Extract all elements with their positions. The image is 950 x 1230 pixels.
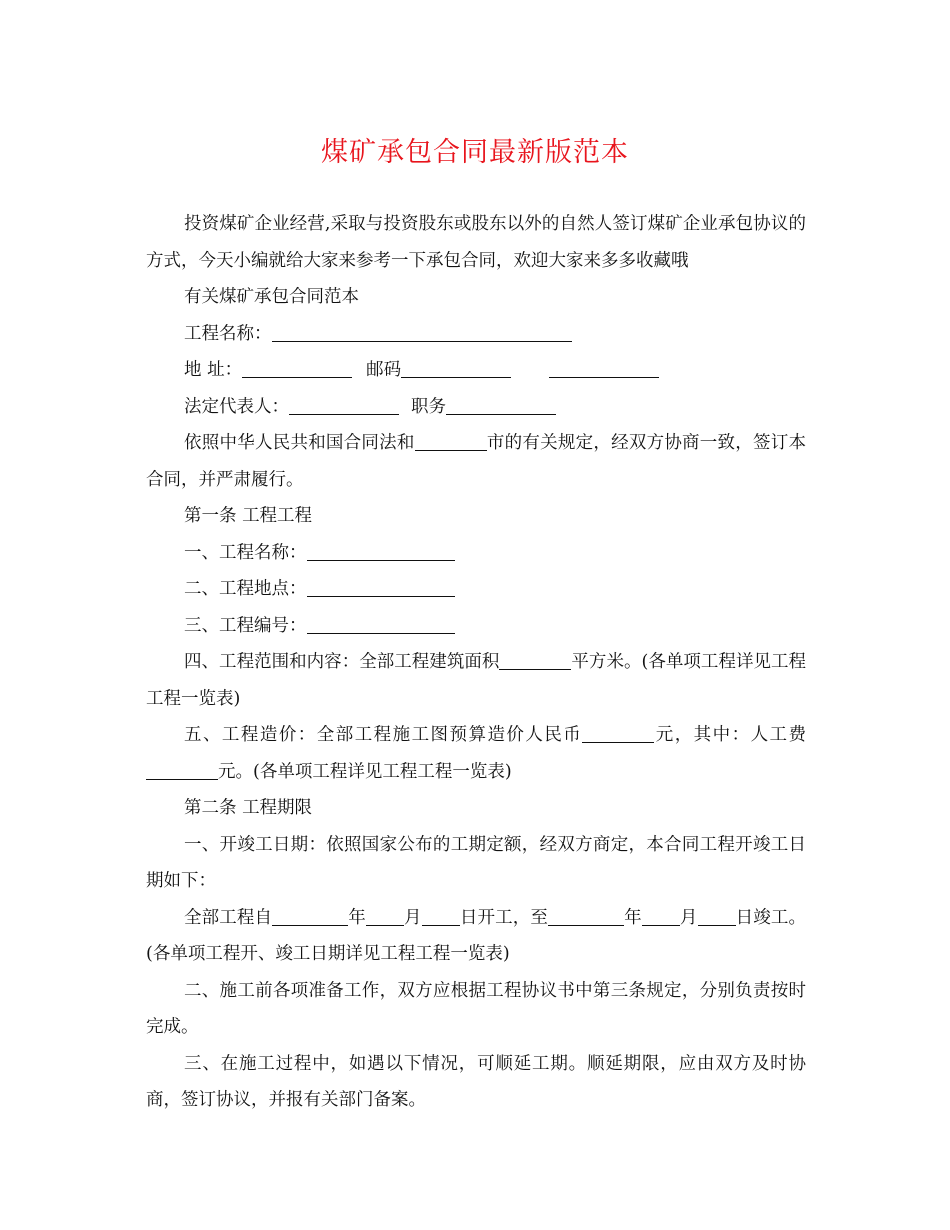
item-1-3-blank bbox=[307, 613, 455, 634]
basis-prefix: 依照中华人民共和国合同法和 bbox=[184, 433, 415, 453]
item-1-2 bbox=[146, 571, 806, 608]
item-1-1 bbox=[146, 535, 806, 572]
area-blank bbox=[499, 649, 571, 670]
start-day-label: 日开工，至 bbox=[459, 907, 548, 928]
project-name-blank bbox=[272, 321, 572, 342]
end-year-label: 年 bbox=[623, 907, 642, 928]
address-label: 地 址： bbox=[184, 360, 243, 380]
item-1-4-suffix: 平方米。(各单项工程详见工程工程一览表) bbox=[146, 652, 807, 709]
article1-title: 第一条 工程工程 bbox=[184, 506, 313, 526]
project-name-line bbox=[146, 316, 806, 353]
schedule-paragraph bbox=[146, 900, 806, 973]
labor-cost-blank bbox=[146, 759, 218, 780]
basis-suffix: 市的有关规定，经双方协商一致，签订本合同，并严肃履行。 bbox=[146, 433, 807, 490]
item-1-4 bbox=[146, 644, 806, 717]
position-blank bbox=[446, 394, 556, 415]
item-1-5-prefix: 五、工程造价：全部工程施工图预算造价人民币 bbox=[184, 725, 583, 745]
start-month-label: 月 bbox=[403, 907, 422, 928]
item-1-2-label: 二、工程地点： bbox=[184, 579, 307, 599]
item-1-5-suffix: 元。(各单项工程详见工程工程一览表) bbox=[218, 761, 512, 782]
item-2-2: 二、施工前各项准备工作，双方应根据工程协议书中第三条规定，分别负责按时完成。 bbox=[146, 980, 806, 1037]
end-year-blank bbox=[548, 905, 624, 926]
item-1-5 bbox=[146, 717, 806, 790]
schedule-prefix: 全部工程自 bbox=[184, 907, 273, 928]
article2-title: 第二条 工程期限 bbox=[184, 798, 313, 818]
schedule-suffix: 工。(各单项工程开、竣工日期详见工程工程一览表) bbox=[146, 907, 807, 964]
legal-rep-blank bbox=[289, 394, 399, 415]
start-year-blank bbox=[272, 905, 348, 926]
legal-rep-line bbox=[146, 389, 806, 426]
address-blank bbox=[242, 357, 352, 378]
intro-paragraph: 投资煤矿企业经营,采取与投资股东或股东以外的自然人签订煤矿企业承包协议的方式，今天小编就给大家来参考一下承包合同，欢迎大家来多多收藏哦 bbox=[146, 214, 806, 271]
item-1-4-prefix: 四、工程范围和内容：全部工程建筑面积 bbox=[184, 652, 500, 672]
item-2-1: 一、开竣工日期：依照国家公布的工期定额，经双方商定，本合同工程开竣工日期如下： bbox=[146, 834, 806, 891]
address-line bbox=[146, 352, 806, 389]
end-day-label: 日竣 bbox=[735, 907, 771, 928]
basis-paragraph bbox=[146, 425, 806, 498]
project-name-label: 工程名称： bbox=[184, 323, 272, 344]
legal-rep-label: 法定代表人： bbox=[184, 396, 289, 417]
item-1-1-blank bbox=[307, 540, 455, 561]
start-month-blank bbox=[366, 905, 404, 926]
position-label: 职务 bbox=[411, 396, 446, 417]
contract-subtitle: 有关煤矿承包合同范本 bbox=[184, 287, 359, 307]
item-2-3: 三、在施工过程中，如遇以下情况，可顺延工期。顺延期限，应由双方及时协商，签订协议，并报有关部门备案。 bbox=[146, 1053, 806, 1110]
item-1-3 bbox=[146, 608, 806, 645]
postcode-blank bbox=[401, 357, 511, 378]
start-day-blank bbox=[422, 905, 460, 926]
item-1-2-blank bbox=[307, 576, 455, 597]
postcode-label: 邮码 bbox=[366, 360, 402, 380]
start-year-label: 年 bbox=[348, 907, 366, 928]
end-month-blank bbox=[642, 905, 680, 926]
cost-blank bbox=[582, 722, 654, 743]
end-day-blank bbox=[698, 905, 736, 926]
end-month-label: 月 bbox=[679, 907, 698, 928]
city-blank bbox=[415, 430, 487, 451]
item-1-1-label: 一、工程名称： bbox=[184, 542, 307, 563]
extra-blank bbox=[549, 357, 659, 378]
item-1-5-middle: 元，其中：人工费 bbox=[654, 725, 807, 745]
item-1-3-label: 三、工程编号： bbox=[184, 615, 307, 636]
document-title: 煤矿承包合同最新版范本 bbox=[321, 137, 629, 168]
document-body bbox=[146, 206, 806, 1119]
